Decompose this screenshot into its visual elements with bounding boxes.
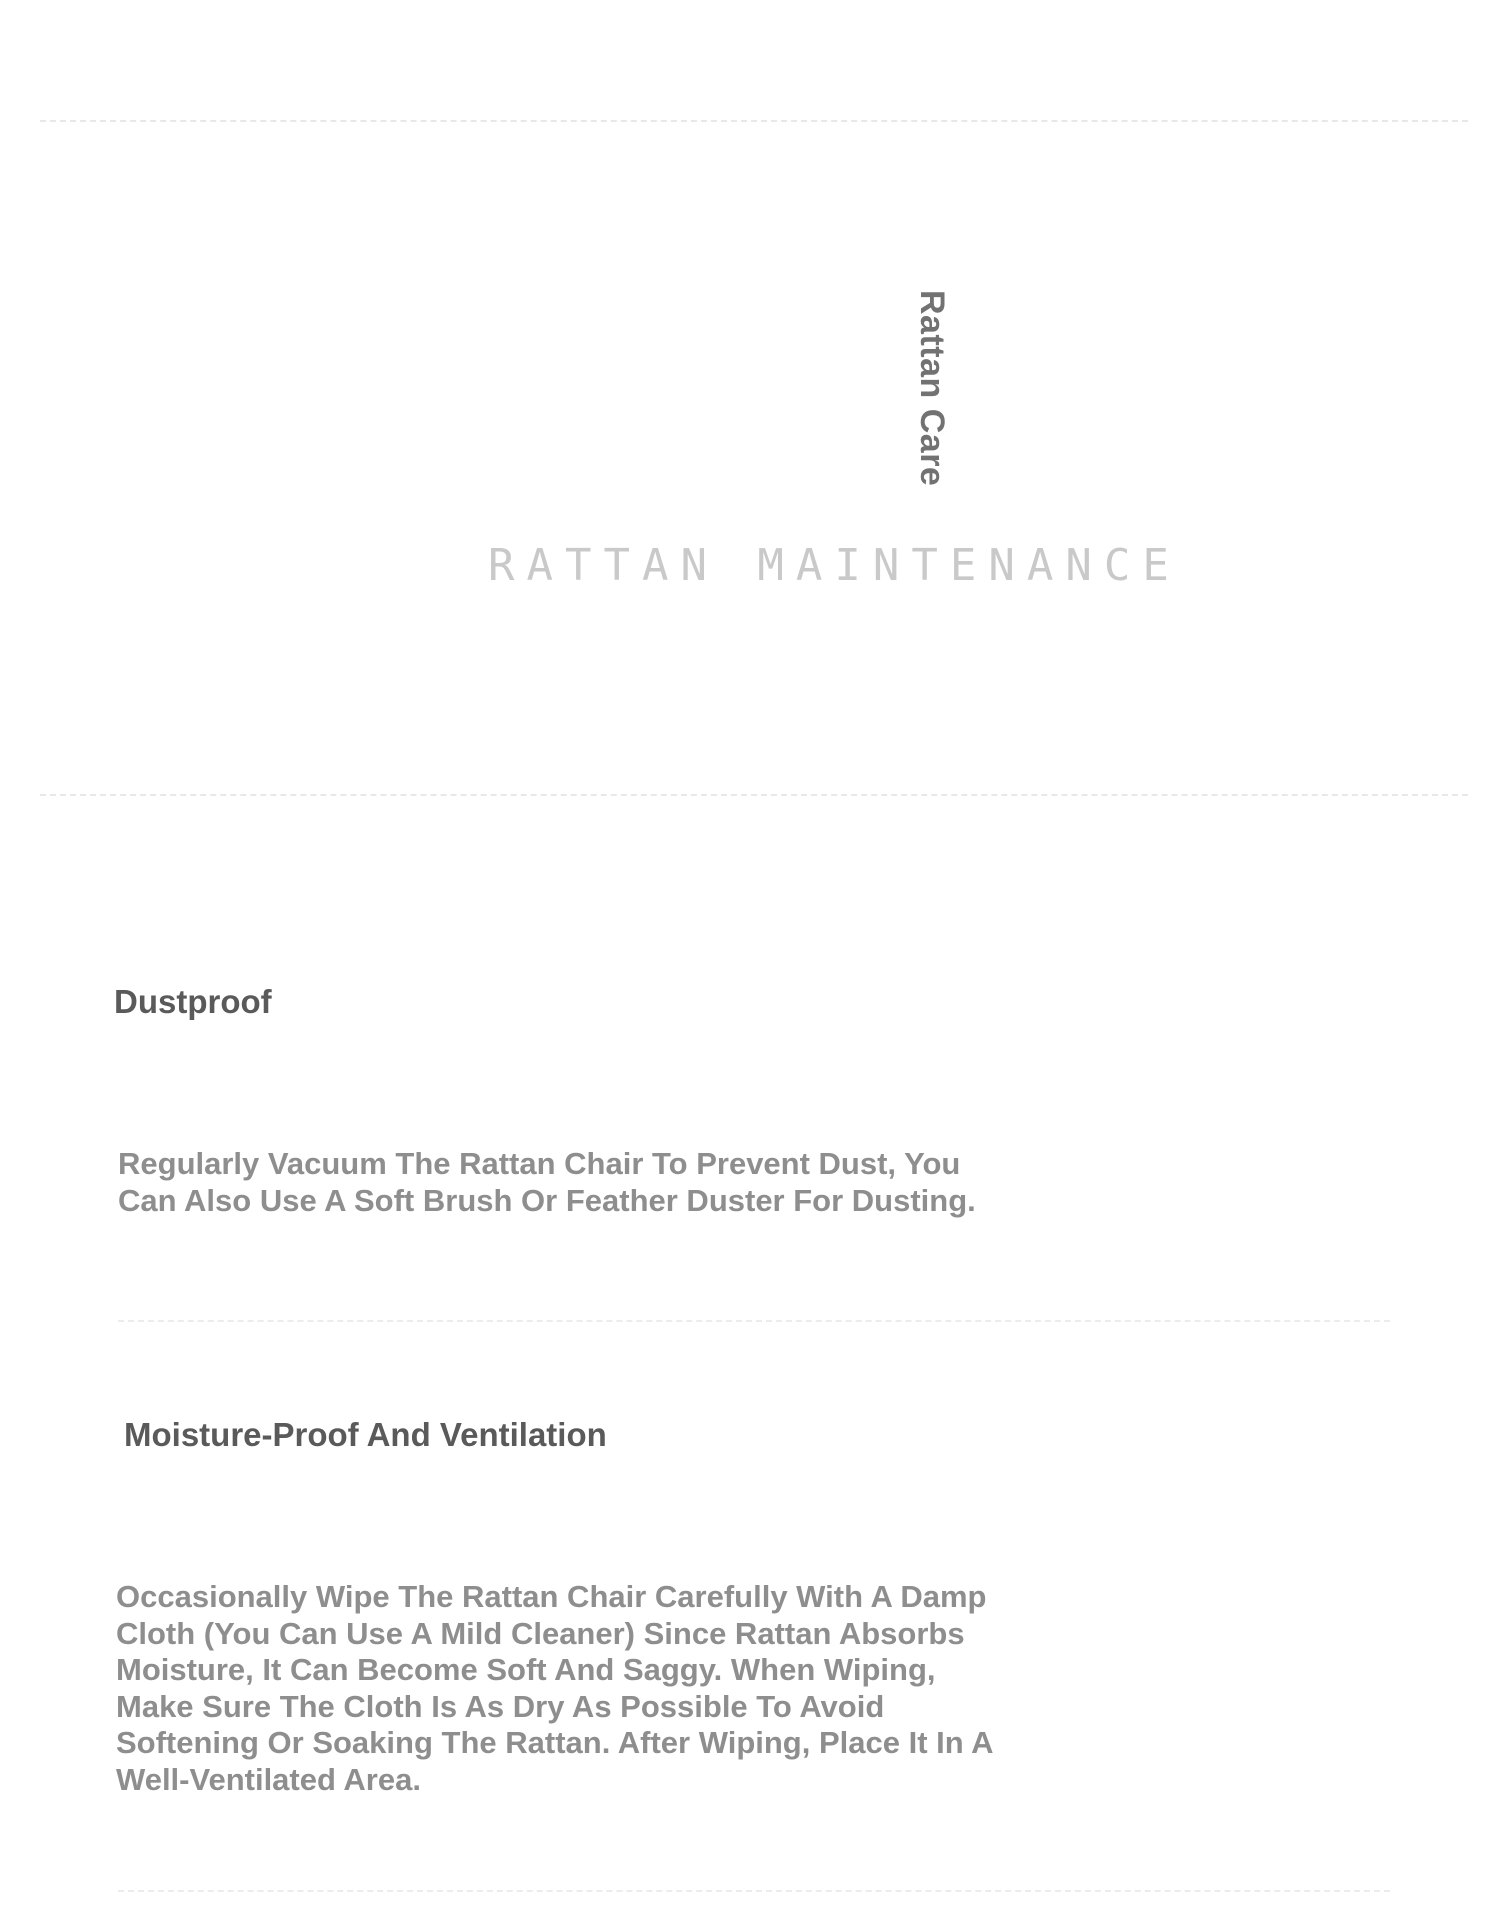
rattan-care-vertical-title: Rattan Care: [913, 290, 951, 487]
section-divider: [118, 1320, 1390, 1322]
dustproof-body: Regularly Vacuum The Rattan Chair To Prevent Dust, You Can Also Use A Soft Brush Or Feather Duster For Dusting.: [118, 1146, 976, 1218]
dustproof-heading: Dustproof: [114, 983, 272, 1020]
hero-bottom-divider: [40, 794, 1468, 796]
section-divider: [118, 1890, 1390, 1892]
moisture-proof-body: Occasionally Wipe The Rattan Chair Carefully With A Damp Cloth (You Can Use A Mild Cleaner) Since Rattan Absorbs Moisture, It Can Become Soft And Saggy. When Wiping, Make Sure The Cloth Is As Dry As Possible To Avoid Softening Or Soaking The Rattan. After Wiping, Place It In A Well-Ventilated Area.: [116, 1579, 993, 1797]
top-divider: [40, 120, 1468, 122]
moisture-proof-heading: Moisture-Proof And Ventilation: [124, 1416, 607, 1453]
rattan-maintenance-subtitle: RATTAN MAINTENANCE: [488, 540, 1181, 591]
